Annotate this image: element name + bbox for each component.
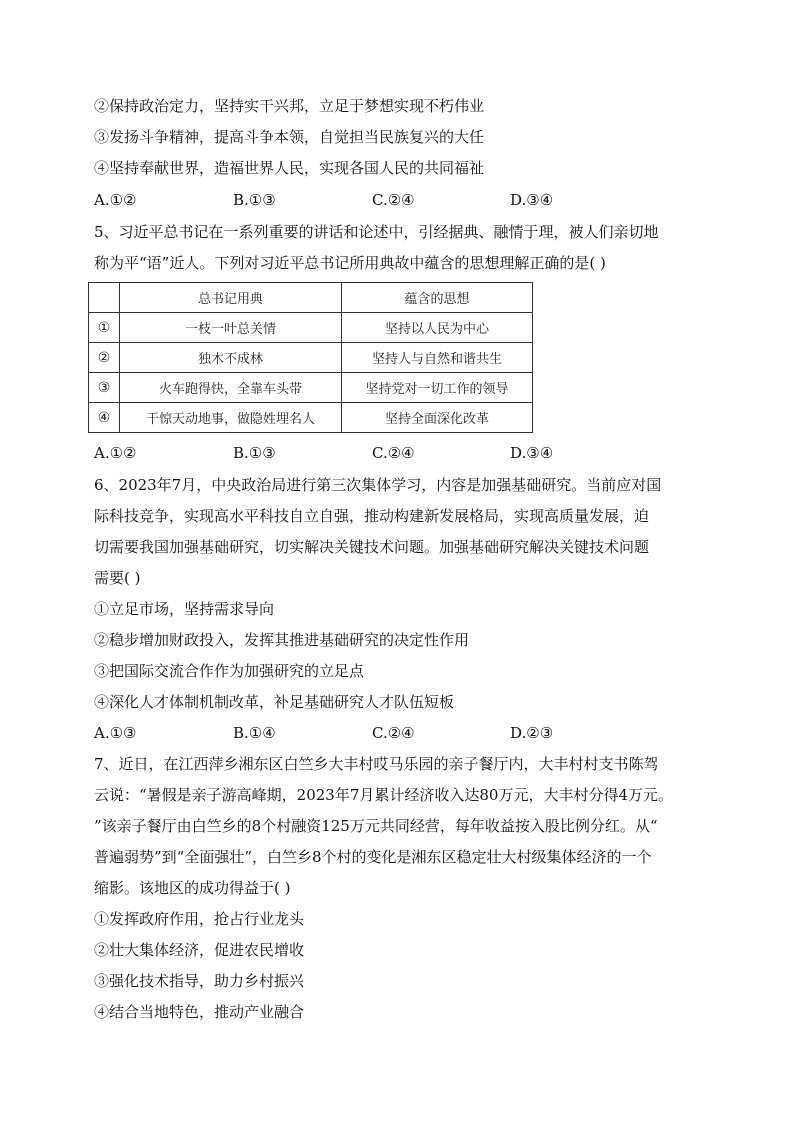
q5-option-a[interactable]: A.①② — [94, 444, 137, 462]
q4-item-3: ③发扬斗争精神，提高斗争本领，自觉担当民族复兴的大任 — [94, 128, 485, 146]
row-number: ④ — [89, 403, 120, 433]
q5-option-c[interactable]: C.②④ — [372, 444, 415, 462]
header-meaning: 蕴含的思想 — [342, 283, 533, 313]
q6-option-b[interactable]: B.①④ — [233, 724, 276, 742]
q6-item-1: ①立足市场，坚持需求导向 — [94, 600, 275, 618]
table-row — [89, 403, 533, 433]
q6-stem-line-2: 际科技竞争，实现高水平科技自立自强，推动构建新发展格局，实现高质量发展，迫 — [94, 507, 650, 525]
q4-item-4: ④坚持奉献世界，造福世界人民，实现各国人民的共同福祉 — [94, 159, 485, 177]
quote-table-header — [89, 283, 533, 313]
q6-option-a[interactable]: A.①③ — [94, 724, 137, 742]
q4-option-c[interactable]: C.②④ — [372, 191, 415, 209]
q4-item-2: ②保持政治定力，坚持实干兴邦，立足于梦想实现不朽伟业 — [94, 97, 485, 115]
q5-option-b[interactable]: B.①③ — [233, 444, 276, 462]
row-meaning: 坚持全面深化改革 — [342, 403, 533, 433]
q5-option-d[interactable]: D.③④ — [510, 444, 554, 462]
q7-item-2: ②壮大集体经济，促进农民增收 — [94, 941, 305, 959]
row-number: ③ — [89, 373, 120, 403]
q7-stem-line-5: 缩影。该地区的成功得益于( ) — [94, 879, 291, 897]
row-quote: 独木不成林 — [120, 343, 342, 373]
q7-stem-line-3: ”该亲子餐厅由白竺乡的8个村融资125万元共同经营，每年收益按入股比例分红。从“ — [94, 817, 658, 835]
q6-item-4: ④深化人才体制机制改革，补足基础研究人才队伍短板 — [94, 693, 455, 711]
q7-item-3: ③强化技术指导，助力乡村振兴 — [94, 972, 305, 990]
q6-item-3: ③把国际交流合作作为加强研究的立足点 — [94, 662, 365, 680]
q6-option-d[interactable]: D.②③ — [510, 724, 554, 742]
quote-table — [88, 282, 533, 433]
q7-item-1: ①发挥政府作用，抢占行业龙头 — [94, 910, 305, 928]
q7-item-4: ④结合当地特色，推动产业融合 — [94, 1003, 305, 1021]
row-quote: 干惊天动地事，做隐姓埋名人 — [120, 403, 342, 433]
row-number: ① — [89, 313, 120, 343]
table-row — [89, 343, 533, 373]
q4-option-a[interactable]: A.①② — [94, 191, 137, 209]
row-quote: 一枝一叶总关情 — [120, 313, 342, 343]
row-meaning: 坚持党对一切工作的领导 — [342, 373, 533, 403]
q7-stem-line-1: 7、近日，在江西萍乡湘东区白竺乡大丰村哎马乐园的亲子餐厅内，大丰村村支书陈驾 — [94, 755, 659, 773]
q4-option-d[interactable]: D.③④ — [510, 191, 554, 209]
q4-option-b[interactable]: B.①③ — [233, 191, 276, 209]
q6-stem-line-1: 6、2023年7月，中央政治局进行第三次集体学习，内容是加强基础研究。当前应对国 — [94, 476, 662, 494]
q6-stem-line-3: 切需要我国加强基础研究，切实解决关键技术问题。加强基础研究解决关键技术问题 — [94, 538, 650, 556]
header-quote: 总书记用典 — [120, 283, 342, 313]
row-quote: 火车跑得快，全靠车头带 — [120, 373, 342, 403]
row-meaning: 坚持人与自然和谐共生 — [342, 343, 533, 373]
q6-option-c[interactable]: C.②④ — [372, 724, 415, 742]
q7-stem-line-4: 普遍弱势”到“全面强壮”，白竺乡8个村的变化是湘东区稳定壮大村级集体经济的一个 — [94, 848, 652, 866]
q6-stem-line-4: 需要( ) — [94, 569, 141, 587]
q5-stem-line-2: 称为平“语”近人。下列对习近平总书记所用典故中蕴含的思想理解正确的是( ) — [94, 254, 606, 272]
row-number: ② — [89, 343, 120, 373]
header-number — [89, 283, 120, 313]
q6-item-2: ②稳步增加财政投入，发挥其推进基础研究的决定性作用 — [94, 631, 470, 649]
q7-stem-line-2: 云说：“暑假是亲子游高峰期，2023年7月累计经济收入达80万元，大丰村分得4万元。 — [94, 786, 674, 804]
table-row — [89, 313, 533, 343]
table-row — [89, 373, 533, 403]
q5-stem-line-1: 5、习近平总书记在一系列重要的讲话和论述中，引经据典、融情于理，被人们亲切地 — [94, 223, 659, 241]
row-meaning: 坚持以人民为中心 — [342, 313, 533, 343]
